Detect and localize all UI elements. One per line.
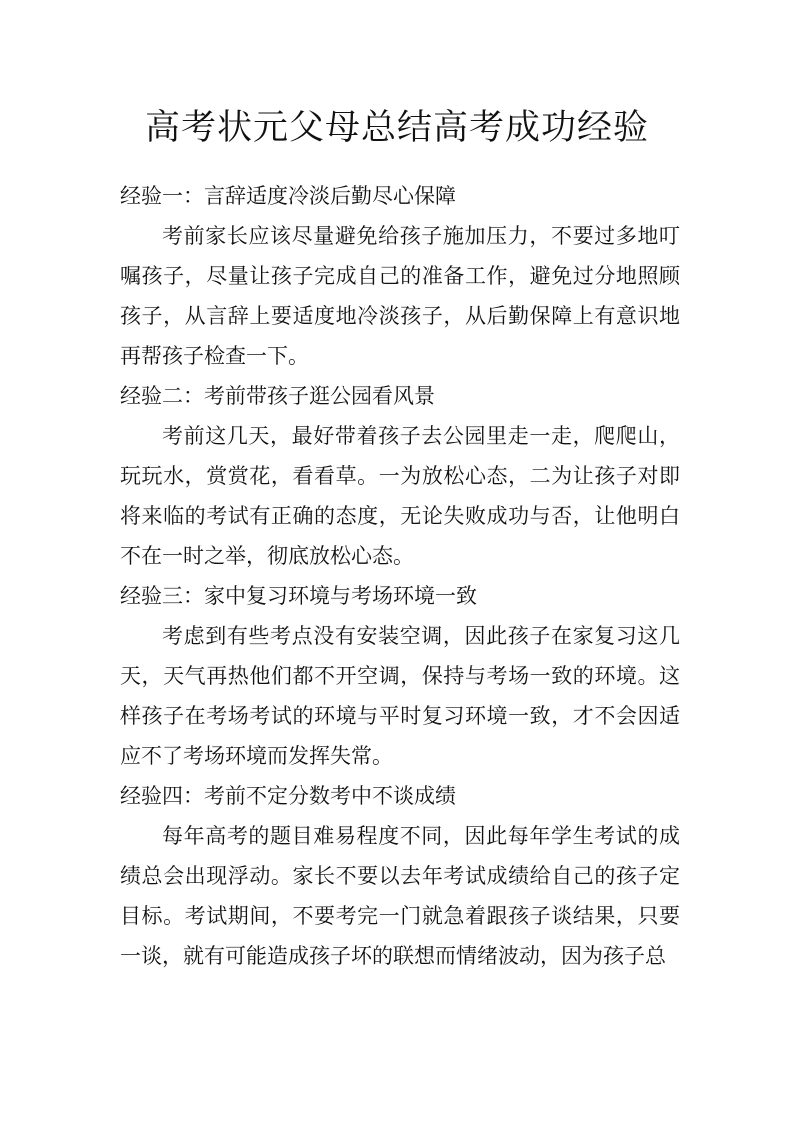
section-heading: 经验二：考前带孩子逛公园看风景 (120, 384, 435, 408)
section-3 (120, 576, 680, 776)
document-body (120, 176, 680, 976)
section-2 (120, 376, 680, 576)
section-paragraph: 考前家长应该尽量避免给孩子施加压力，不要过多地叮嘱孩子，尽量让孩子完成自己的准备工作，避免过分地照顾孩子，从言辞上要适度地冷淡孩子，从后勤保障上有意识地再帮孩子检查一下。 (120, 224, 680, 368)
section-heading: 经验四：考前不定分数考中不谈成绩 (120, 784, 456, 808)
section-heading: 经验一：言辞适度冷淡后勤尽心保障 (120, 184, 456, 208)
section-paragraph: 考虑到有些考点没有安装空调，因此孩子在家复习这几天，天气再热他们都不开空调，保持与考场一致的环境。这样孩子在考场考试的环境与平时复习环境一致，才不会因适应不了考场环境而发挥失常。 (120, 624, 680, 768)
document-title: 高考状元父母总结高考成功经验 (144, 108, 649, 148)
section-paragraph: 考前这几天，最好带着孩子去公园里走一走，爬爬山，玩玩水，赏赏花，看看草。一为放松心态，二为让孩子对即将来临的考试有正确的态度，无论失败成功与否，让他明白不在一时之举，彻底放松心态。 (120, 424, 680, 568)
section-1 (120, 176, 680, 376)
section-heading: 经验三：家中复习环境与考场环境一致 (120, 584, 477, 608)
section-paragraph: 每年高考的题目难易程度不同，因此每年学生考试的成绩总会出现浮动。家长不要以去年考试成绩给自己的孩子定目标。考试期间，不要考完一门就急着跟孩子谈结果，只要一谈，就有可能造成孩子坏的联想而情绪波动，因为孩子总 (120, 824, 680, 968)
section-4 (120, 776, 680, 976)
